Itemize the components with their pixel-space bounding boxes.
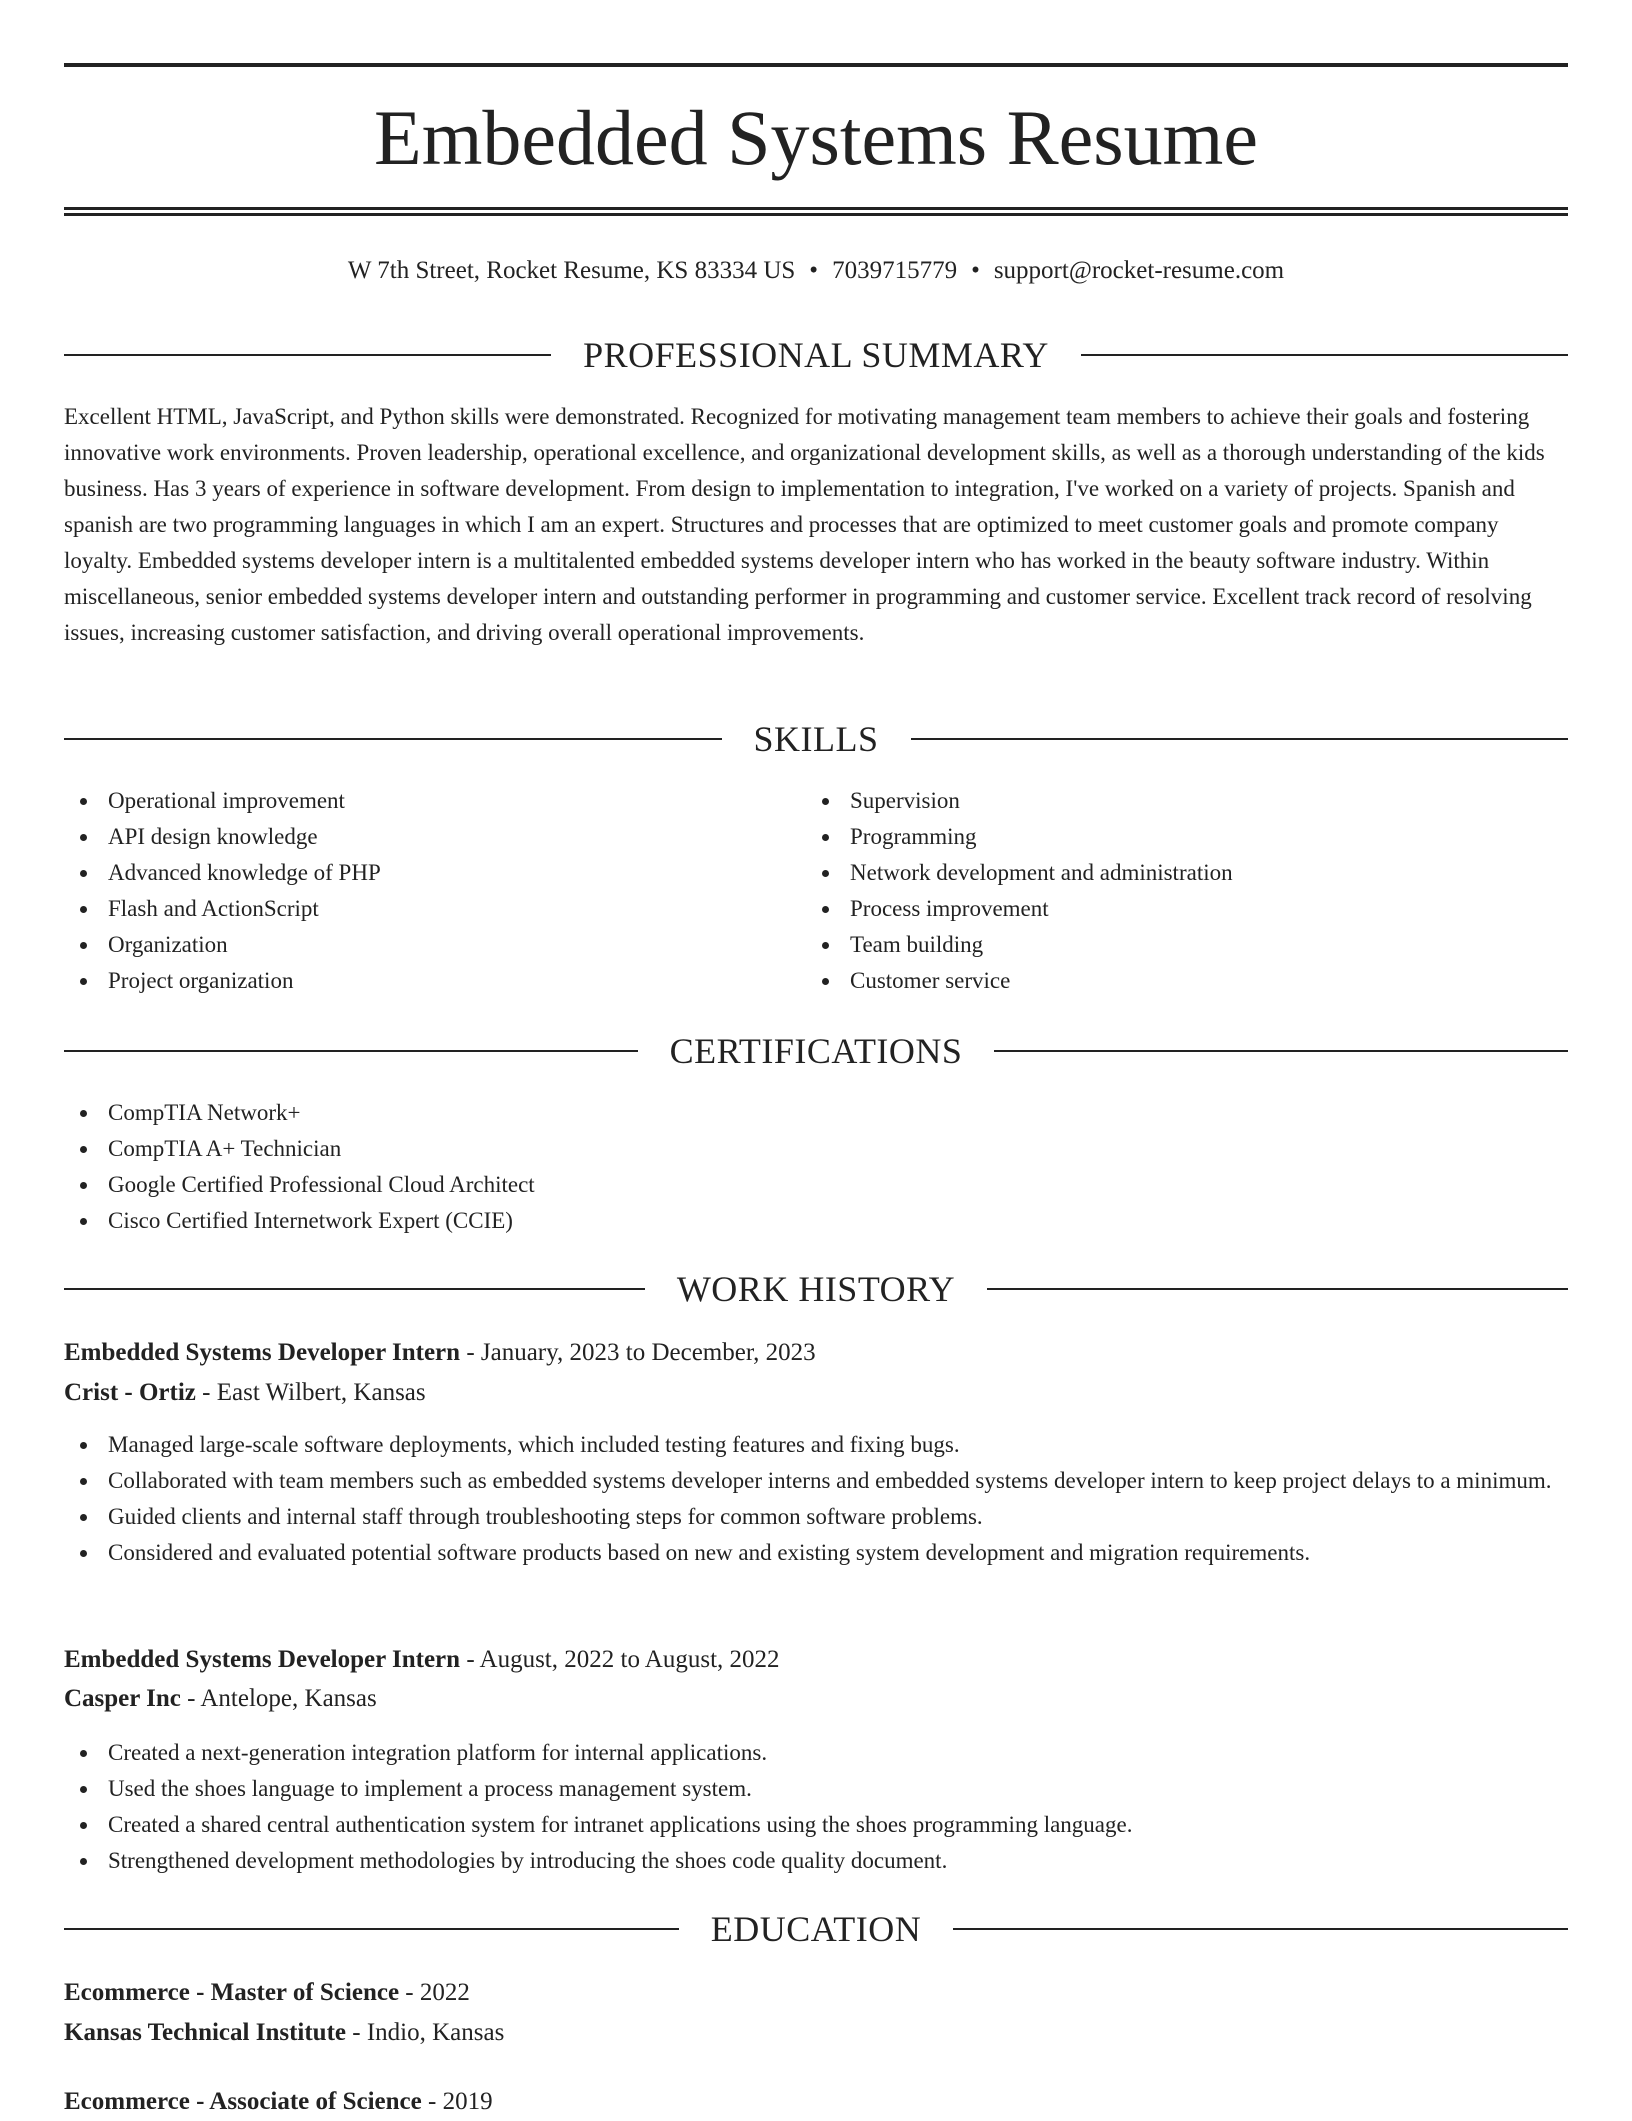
skill-item: Process improvement (850, 891, 1233, 927)
job-company-line: Casper Inc - Antelope, Kansas (64, 1685, 377, 1712)
job-bullet: Strengthened development methodologies by introducing the shoes code quality document. (108, 1843, 1568, 1879)
job-title: Embedded Systems Developer Intern (64, 1646, 461, 1673)
heading-rule-right (953, 1928, 1568, 1930)
education-degree: Ecommerce - Master of Science (64, 1979, 400, 2006)
education-year: 2019 (442, 2088, 493, 2115)
job-company: Crist - Ortiz (64, 1379, 196, 1406)
education-degree: Ecommerce - Associate of Science (64, 2088, 422, 2115)
job-bullet: Used the shoes language to implement a process management system. (108, 1771, 1568, 1807)
heading-rule-left (64, 1928, 679, 1930)
heading-rule-right (994, 1050, 1568, 1052)
job-bullet: Managed large-scale software deployments, which included testing features and fixing bugs. (108, 1427, 1568, 1463)
skill-item: Programming (850, 819, 1233, 855)
section-heading-skills (64, 717, 1568, 761)
section-heading-certifications (64, 1029, 1568, 1073)
heading-rule-left (64, 1288, 645, 1290)
education-location: Indio, Kansas (366, 2019, 505, 2046)
certification-item: Cisco Certified Internetwork Expert (CCIE) (108, 1203, 535, 1239)
heading-rule-left (64, 354, 551, 356)
education-heading: EDUCATION (710, 1909, 922, 1949)
skill-item: Operational improvement (108, 783, 381, 819)
heading-rule-left (64, 738, 722, 740)
contact-phone: 7039715779 (832, 257, 958, 284)
job-bullets (64, 1735, 1568, 1879)
contact-email: support@rocket-resume.com (993, 257, 1285, 284)
skills-list-right (806, 783, 1233, 999)
header-top-rule (64, 63, 1568, 67)
job-title: Embedded Systems Developer Intern (64, 1339, 461, 1366)
skill-item: API design knowledge (108, 819, 381, 855)
skill-item: Flash and ActionScript (108, 891, 381, 927)
job-bullet: Collaborated with team members such as embedded systems developer interns and embedded systems developer intern to keep project delays to a minimum. (108, 1463, 1568, 1499)
certification-item: CompTIA A+ Technician (108, 1131, 535, 1167)
job-title-line: Embedded Systems Developer Intern - January, 2023 to December, 2023 (64, 1339, 816, 1366)
header-double-rule (64, 207, 1568, 216)
job-bullet: Created a next-generation integration platform for internal applications. (108, 1735, 1568, 1771)
job-bullets (64, 1427, 1568, 1571)
job-bullet: Considered and evaluated potential software products based on new and existing system development and migration requirements. (108, 1535, 1568, 1571)
contact-separator: • (971, 257, 980, 284)
job-company: Casper Inc (64, 1685, 181, 1712)
job-bullet: Guided clients and internal staff through troubleshooting steps for common software problems. (108, 1499, 1568, 1535)
certification-item: CompTIA Network+ (108, 1095, 535, 1131)
skill-item: Network development and administration (850, 855, 1233, 891)
certifications-list (64, 1095, 535, 1239)
resume-title: Embedded Systems Resume (374, 94, 1258, 181)
section-heading-summary (64, 333, 1568, 377)
work-history-heading: WORK HISTORY (676, 1269, 956, 1309)
job-bullet: Created a shared central authentication system for intranet applications using the shoes programming language. (108, 1807, 1568, 1843)
education-degree-line: Ecommerce - Master of Science - 2022 (64, 1979, 470, 2006)
skills-list-left (64, 783, 381, 999)
skills-heading: SKILLS (753, 719, 879, 759)
job-location: Antelope, Kansas (200, 1685, 377, 1712)
education-school: Kansas Technical Institute (64, 2019, 347, 2046)
summary-heading: PROFESSIONAL SUMMARY (583, 335, 1049, 375)
certifications-heading: CERTIFICATIONS (669, 1031, 963, 1071)
section-heading-work-history (64, 1267, 1568, 1311)
heading-rule-left (64, 1050, 638, 1052)
education-school-line: Kansas Technical Institute - Indio, Kansas (64, 2019, 505, 2046)
skill-item: Team building (850, 927, 1233, 963)
job-title-line: Embedded Systems Developer Intern - August, 2022 to August, 2022 (64, 1646, 780, 1673)
heading-rule-right (987, 1288, 1568, 1290)
job-dates: January, 2023 to December, 2023 (480, 1339, 816, 1366)
certification-item: Google Certified Professional Cloud Architect (108, 1167, 535, 1203)
summary-text: Excellent HTML, JavaScript, and Python skills were demonstrated. Recognized for motivating management team members to achieve their goals and fostering innovative work environments. Proven leadership, operational excellence, and organizational development skills, as well as a thorough understanding of the kids business. Has 3 years of experience in software development. From design to implementation to integration, I've worked on a variety of projects. Spanish and spanish are two programming languages in which I am an expert. Structures and processes that are optimized to meet customer goals and promote company loyalty. Embedded systems developer intern is a multitalented embedded systems developer intern who has worked in the beauty software industry. Within miscellaneous, senior embedded systems developer intern and outstanding performer in programming and customer service. Excellent track record of resolving issues, increasing customer satisfaction, and driving overall operational improvements. (64, 404, 1545, 645)
skill-item: Organization (108, 927, 381, 963)
education-year: 2022 (419, 1979, 470, 2006)
section-heading-education (64, 1907, 1568, 1951)
contact-address: W 7th Street, Rocket Resume, KS 83334 US (347, 257, 796, 284)
education-degree-line: Ecommerce - Associate of Science - 2019 (64, 2088, 493, 2115)
job-company-line: Crist - Ortiz - East Wilbert, Kansas (64, 1379, 426, 1406)
contact-separator: • (809, 257, 819, 284)
heading-rule-right (911, 738, 1569, 740)
skill-item: Project organization (108, 963, 381, 999)
job-dates: August, 2022 to August, 2022 (479, 1646, 780, 1673)
skill-item: Customer service (850, 963, 1233, 999)
skill-item: Advanced knowledge of PHP (108, 855, 381, 891)
contact-line (64, 254, 1568, 288)
job-location: East Wilbert, Kansas (216, 1379, 426, 1406)
skill-item: Supervision (850, 783, 1233, 819)
heading-rule-right (1081, 354, 1568, 356)
